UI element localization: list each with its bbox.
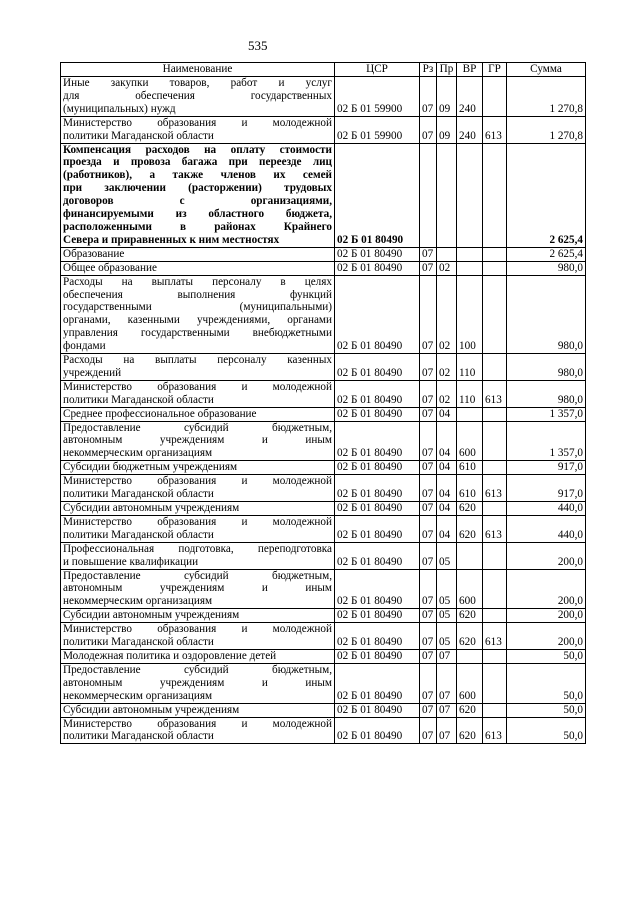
- row-vr: 620: [457, 703, 483, 717]
- row-name-line: Министерство образования и молодежной: [63, 623, 332, 636]
- row-vr: 620: [457, 717, 483, 744]
- row-rz: 07: [420, 354, 437, 381]
- row-name: [61, 515, 335, 542]
- row-name-line: обеспечения выполнения функций: [63, 288, 332, 301]
- row-sum: 1 357,0: [507, 421, 586, 461]
- row-pr: 05: [437, 609, 457, 623]
- row-pr: 02: [437, 354, 457, 381]
- page-number: 535: [248, 38, 268, 53]
- row-vr: 620: [457, 502, 483, 516]
- row-name-line: политики Магаданской области: [63, 393, 214, 406]
- row-gr: 613: [483, 623, 507, 650]
- row-name-line: политики Магаданской области: [63, 488, 214, 501]
- header-rz: Рз: [420, 63, 437, 77]
- row-vr: 100: [457, 275, 483, 353]
- table-body: [61, 77, 586, 744]
- row-csr: 02 Б 01 80490: [335, 261, 420, 275]
- row-name-line: Министерство образования и молодежной: [63, 116, 332, 129]
- row-name: [61, 407, 335, 421]
- row-csr: 02 Б 01 80490: [335, 649, 420, 663]
- row-name: [61, 717, 335, 744]
- row-name: [61, 354, 335, 381]
- row-name-line: Министерство образования и молодежной: [63, 515, 332, 528]
- row-name-line: Предоставление субсидий бюджетным,: [63, 421, 332, 434]
- row-sum: 980,0: [507, 354, 586, 381]
- row-gr: [483, 663, 507, 703]
- row-name: [61, 663, 335, 703]
- row-name-line: Молодежная политика и оздоровление детей: [63, 649, 277, 662]
- row-csr: 02 Б 01 80490: [335, 542, 420, 569]
- row-name-line: автономным учреждениям и иным: [63, 434, 332, 447]
- header-vr: ВР: [457, 63, 483, 77]
- row-name-line: Расходы на выплаты персоналу казенных: [63, 354, 332, 367]
- row-name-line: Расходы на выплаты персоналу в целях: [63, 275, 332, 288]
- row-name-line: некоммерческим организациям: [63, 447, 213, 460]
- row-name-line: автономным учреждениям и иным: [63, 676, 332, 689]
- row-gr: 613: [483, 515, 507, 542]
- table-row: [61, 609, 586, 623]
- row-sum: 1 270,8: [507, 116, 586, 143]
- row-sum: 200,0: [507, 542, 586, 569]
- row-name-line: Министерство образования и молодежной: [63, 380, 332, 393]
- row-name-line: государственными (муниципальными): [63, 301, 332, 314]
- row-vr: 620: [457, 623, 483, 650]
- row-rz: 07: [420, 649, 437, 663]
- row-pr: 09: [437, 77, 457, 117]
- table-row: [61, 569, 586, 609]
- row-csr: 02 Б 01 80490: [335, 515, 420, 542]
- row-csr: 02 Б 01 80490: [335, 717, 420, 744]
- row-pr: 04: [437, 461, 457, 475]
- row-name-line: при заключении (расторжении) трудовых: [63, 182, 332, 195]
- row-sum: 50,0: [507, 649, 586, 663]
- row-rz: 07: [420, 116, 437, 143]
- row-rz: 07: [420, 275, 437, 353]
- table-row: [61, 461, 586, 475]
- row-csr: 02 Б 01 80490: [335, 609, 420, 623]
- row-csr: 02 Б 01 80490: [335, 663, 420, 703]
- row-pr: 02: [437, 380, 457, 407]
- row-csr: 02 Б 01 80490: [335, 475, 420, 502]
- header-sum: Сумма: [507, 63, 586, 77]
- row-name: [61, 609, 335, 623]
- row-rz: 07: [420, 77, 437, 117]
- row-sum: 200,0: [507, 609, 586, 623]
- row-name-line: Среднее профессиональное образование: [63, 407, 257, 420]
- row-rz: 07: [420, 502, 437, 516]
- row-name: [61, 421, 335, 461]
- row-gr: 613: [483, 475, 507, 502]
- row-vr: 240: [457, 116, 483, 143]
- row-name: [61, 247, 335, 261]
- row-name-line: Иные закупки товаров, работ и услуг: [63, 77, 332, 89]
- table-row: [61, 261, 586, 275]
- row-sum: 200,0: [507, 569, 586, 609]
- row-rz: 07: [420, 542, 437, 569]
- row-csr: 02 Б 01 80490: [335, 354, 420, 381]
- row-name: [61, 461, 335, 475]
- row-sum: 917,0: [507, 461, 586, 475]
- row-vr: 610: [457, 475, 483, 502]
- row-csr: 02 Б 01 80490: [335, 421, 420, 461]
- row-gr: [483, 275, 507, 353]
- row-csr: 02 Б 01 80490: [335, 380, 420, 407]
- row-gr: [483, 407, 507, 421]
- row-gr: [483, 354, 507, 381]
- row-gr: [483, 649, 507, 663]
- row-vr: 110: [457, 380, 483, 407]
- row-name-line: политики Магаданской области: [63, 730, 214, 743]
- row-sum: 50,0: [507, 717, 586, 744]
- row-vr: 600: [457, 569, 483, 609]
- row-pr: 02: [437, 275, 457, 353]
- table-row: [61, 717, 586, 744]
- row-name-line: Общее образование: [63, 261, 157, 274]
- row-sum: 440,0: [507, 502, 586, 516]
- row-name-line: органами, казенными учреждениями, органами: [63, 314, 332, 327]
- row-gr: 613: [483, 116, 507, 143]
- row-gr: 613: [483, 717, 507, 744]
- row-name-line: политики Магаданской области: [63, 636, 214, 649]
- row-vr: [457, 407, 483, 421]
- row-pr: 04: [437, 502, 457, 516]
- row-name: [61, 649, 335, 663]
- row-name: [61, 143, 335, 247]
- row-sum: 2 625,4: [507, 143, 586, 247]
- row-vr: [457, 143, 483, 247]
- row-pr: 05: [437, 542, 457, 569]
- row-rz: 07: [420, 515, 437, 542]
- row-gr: [483, 77, 507, 117]
- row-csr: 02 Б 01 80490: [335, 275, 420, 353]
- row-name-line: (работников), а также членов их семей: [63, 169, 332, 182]
- row-sum: 2 625,4: [507, 247, 586, 261]
- row-gr: [483, 703, 507, 717]
- row-pr: 07: [437, 717, 457, 744]
- table-row: [61, 623, 586, 650]
- row-name: [61, 475, 335, 502]
- row-csr: 02 Б 01 80490: [335, 623, 420, 650]
- row-vr: [457, 247, 483, 261]
- row-csr: 02 Б 01 80490: [335, 502, 420, 516]
- row-sum: 440,0: [507, 515, 586, 542]
- row-vr: 600: [457, 421, 483, 461]
- row-gr: [483, 143, 507, 247]
- row-name: [61, 569, 335, 609]
- table-row: [61, 116, 586, 143]
- row-gr: [483, 461, 507, 475]
- row-name-line: расположенными в районах Крайнего: [63, 220, 332, 233]
- row-sum: 1 270,8: [507, 77, 586, 117]
- row-name-line: проезда и провоза багажа при переезде лиц: [63, 156, 332, 169]
- row-rz: 07: [420, 623, 437, 650]
- row-name-line: договоров с организациями,: [63, 195, 332, 208]
- budget-table: [60, 62, 586, 744]
- row-rz: 07: [420, 569, 437, 609]
- row-name: [61, 502, 335, 516]
- row-name-line: Субсидии автономным учреждениям: [63, 609, 240, 622]
- table-row: [61, 143, 586, 247]
- row-pr: 04: [437, 475, 457, 502]
- row-sum: 917,0: [507, 475, 586, 502]
- row-name-line: фондами: [63, 340, 106, 353]
- row-sum: 50,0: [507, 663, 586, 703]
- row-name-line: политики Магаданской области: [63, 129, 214, 142]
- row-name-line: Министерство образования и молодежной: [63, 475, 332, 488]
- row-csr: 02 Б 01 80490: [335, 407, 420, 421]
- table-row: [61, 275, 586, 353]
- table-row: [61, 354, 586, 381]
- row-name: [61, 116, 335, 143]
- row-name-line: политики Магаданской области: [63, 528, 214, 541]
- row-csr: 02 Б 01 59900: [335, 116, 420, 143]
- row-rz: 07: [420, 261, 437, 275]
- row-pr: 04: [437, 421, 457, 461]
- table-row: [61, 703, 586, 717]
- row-vr: 240: [457, 77, 483, 117]
- row-csr: 02 Б 01 80490: [335, 143, 420, 247]
- table-row: [61, 380, 586, 407]
- table-row: [61, 407, 586, 421]
- row-name: [61, 542, 335, 569]
- row-name-line: Образование: [63, 247, 125, 260]
- row-rz: 07: [420, 475, 437, 502]
- header-csr: ЦСР: [335, 63, 420, 77]
- row-gr: 613: [483, 380, 507, 407]
- table-header-row: [61, 63, 586, 77]
- row-rz: 07: [420, 663, 437, 703]
- row-gr: [483, 502, 507, 516]
- row-sum: 980,0: [507, 275, 586, 353]
- row-vr: 600: [457, 663, 483, 703]
- row-sum: 50,0: [507, 703, 586, 717]
- row-rz: 07: [420, 703, 437, 717]
- row-pr: 07: [437, 703, 457, 717]
- row-sum: 200,0: [507, 623, 586, 650]
- row-rz: 07: [420, 609, 437, 623]
- row-csr: 02 Б 01 80490: [335, 461, 420, 475]
- row-gr: [483, 569, 507, 609]
- row-sum: 1 357,0: [507, 407, 586, 421]
- row-name-line: Министерство образования и молодежной: [63, 717, 332, 730]
- row-name-line: Компенсация расходов на оплату стоимости: [63, 143, 332, 156]
- row-name: [61, 380, 335, 407]
- row-csr: 02 Б 01 80490: [335, 703, 420, 717]
- row-gr: [483, 247, 507, 261]
- header-pr: Пр: [437, 63, 457, 77]
- row-rz: 07: [420, 407, 437, 421]
- row-gr: [483, 542, 507, 569]
- row-name-line: Предоставление субсидий бюджетным,: [63, 663, 332, 676]
- row-name-line: Профессиональная подготовка, переподготовка: [63, 542, 332, 555]
- row-name-line: финансируемыми из областного бюджета,: [63, 208, 332, 221]
- row-rz: 07: [420, 247, 437, 261]
- table-row: [61, 247, 586, 261]
- row-name-line: Субсидии бюджетным учреждениям: [63, 461, 238, 474]
- row-pr: 04: [437, 515, 457, 542]
- row-name: [61, 275, 335, 353]
- header-gr: ГР: [483, 63, 507, 77]
- row-vr: 110: [457, 354, 483, 381]
- table-row: [61, 649, 586, 663]
- row-name-line: автономным учреждениям и иным: [63, 582, 332, 595]
- row-vr: 620: [457, 515, 483, 542]
- row-pr: 05: [437, 623, 457, 650]
- row-name-line: Предоставление субсидий бюджетным,: [63, 569, 332, 582]
- row-rz: 07: [420, 461, 437, 475]
- row-pr: 07: [437, 649, 457, 663]
- row-rz: 07: [420, 421, 437, 461]
- row-pr: 07: [437, 663, 457, 703]
- header-name: Наименование: [61, 63, 335, 77]
- row-csr: 02 Б 01 80490: [335, 569, 420, 609]
- row-vr: 620: [457, 609, 483, 623]
- row-pr: 04: [437, 407, 457, 421]
- row-rz: [420, 143, 437, 247]
- row-name-line: Субсидии автономным учреждениям: [63, 703, 240, 716]
- row-vr: 610: [457, 461, 483, 475]
- row-name: [61, 77, 335, 117]
- table-row: [61, 421, 586, 461]
- row-name-line: Севера и приравненных к ним местностях: [63, 233, 280, 246]
- row-name: [61, 623, 335, 650]
- row-pr: 09: [437, 116, 457, 143]
- row-gr: [483, 421, 507, 461]
- row-gr: [483, 261, 507, 275]
- row-vr: [457, 649, 483, 663]
- row-name-line: некоммерческим организациям: [63, 595, 213, 608]
- row-rz: 07: [420, 717, 437, 744]
- row-pr: [437, 247, 457, 261]
- row-vr: [457, 542, 483, 569]
- row-name-line: управления государственными внебюджетными: [63, 327, 332, 340]
- row-csr: 02 Б 01 80490: [335, 247, 420, 261]
- row-pr: [437, 143, 457, 247]
- row-name-line: некоммерческим организациям: [63, 689, 213, 702]
- table-row: [61, 542, 586, 569]
- row-name-line: учреждений: [63, 366, 122, 379]
- table-row: [61, 502, 586, 516]
- row-pr: 05: [437, 569, 457, 609]
- row-name-line: и повышение квалификации: [63, 555, 199, 568]
- table-row: [61, 515, 586, 542]
- row-vr: [457, 261, 483, 275]
- row-name: [61, 261, 335, 275]
- row-sum: 980,0: [507, 380, 586, 407]
- row-name-line: Субсидии автономным учреждениям: [63, 502, 240, 514]
- row-name: [61, 703, 335, 717]
- row-rz: 07: [420, 380, 437, 407]
- row-pr: 02: [437, 261, 457, 275]
- row-gr: [483, 609, 507, 623]
- row-csr: 02 Б 01 59900: [335, 77, 420, 117]
- row-name-line: для обеспечения государственных: [63, 89, 332, 102]
- table-row: [61, 663, 586, 703]
- row-sum: 980,0: [507, 261, 586, 275]
- table-row: [61, 77, 586, 117]
- table-row: [61, 475, 586, 502]
- row-name-line: (муниципальных) нужд: [63, 102, 176, 115]
